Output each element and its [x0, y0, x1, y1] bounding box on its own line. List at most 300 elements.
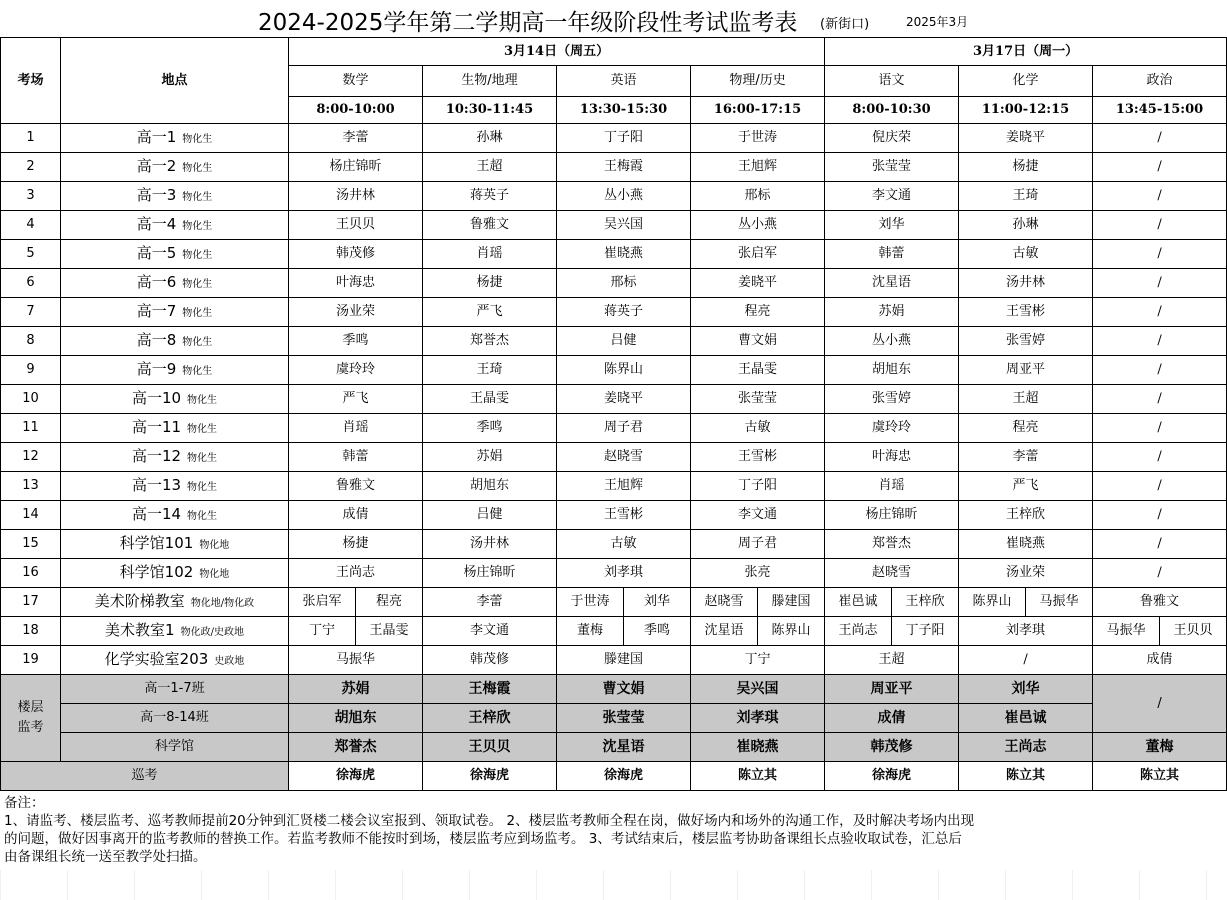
- room-number: 10: [1, 385, 61, 414]
- proctor-cell: 程亮: [691, 298, 825, 327]
- table-row: [1, 269, 1227, 298]
- proctor-cell: 季鸣: [423, 414, 557, 443]
- proctor-cell: /: [1093, 472, 1227, 501]
- table-row: [1, 559, 1227, 588]
- table-row: [1, 153, 1227, 182]
- proctor-cell: 陈界山: [758, 617, 825, 646]
- location-type: 物化生: [182, 220, 213, 232]
- proctor-cell: 姜晓平: [691, 269, 825, 298]
- room-number: 18: [1, 617, 61, 646]
- floor-proctor-cell: 苏娟: [289, 675, 423, 704]
- subject-header: 语文: [825, 66, 959, 97]
- date-label: 2025年3月: [906, 15, 969, 29]
- floor-row: [1, 733, 1227, 762]
- proctor-cell: 李蕾: [959, 443, 1093, 472]
- proctor-cell: 王雪彬: [557, 501, 691, 530]
- floor-proctor-cell: 刘孝琪: [691, 704, 825, 733]
- floor-proctor-cell: 曹文娟: [557, 675, 691, 704]
- proctor-cell: /: [1093, 443, 1227, 472]
- location-type: 物化生: [182, 336, 213, 348]
- floor-proctor-cell: 胡旭东: [289, 704, 423, 733]
- time-header: 16:00-17:15: [691, 97, 825, 124]
- proctor-cell: 刘孝琪: [959, 617, 1093, 646]
- proctor-cell: /: [1093, 414, 1227, 443]
- time-header: 13:30-15:30: [557, 97, 691, 124]
- proctor-cell: 姜晓平: [557, 385, 691, 414]
- proctor-cell: /: [959, 646, 1093, 675]
- location-cell: [61, 298, 289, 327]
- location-cell: [61, 443, 289, 472]
- location-cell: [61, 501, 289, 530]
- location-type: 物化生: [182, 365, 213, 377]
- location-name: 高一13: [131, 475, 182, 494]
- proctor-cell: 孙琳: [423, 124, 557, 153]
- room-number: 15: [1, 530, 61, 559]
- proctor-cell: 周子君: [691, 530, 825, 559]
- proctor-cell: 胡旭东: [423, 472, 557, 501]
- location-type: 物化生: [182, 307, 213, 319]
- floor-politics-cell: /: [1093, 675, 1227, 733]
- proctor-cell: /: [1093, 298, 1227, 327]
- patrol-cell: 徐海虎: [423, 762, 557, 791]
- patrol-cell: 陈立其: [1093, 762, 1227, 791]
- proctor-cell: /: [1093, 124, 1227, 153]
- floor-area-name: 高一1-7班: [61, 675, 289, 704]
- proctor-cell: 肖瑶: [825, 472, 959, 501]
- proctor-cell: /: [1093, 153, 1227, 182]
- proctor-cell: 刘华: [825, 211, 959, 240]
- proctor-cell: 于世涛: [557, 588, 624, 617]
- location-name: 高一6: [136, 272, 177, 291]
- proctor-cell: 姜晓平: [959, 124, 1093, 153]
- proctor-cell: 王雪彬: [959, 298, 1093, 327]
- proctor-cell: 鲁雅文: [289, 472, 423, 501]
- proctor-cell: 王琦: [423, 356, 557, 385]
- proctor-cell: /: [1093, 269, 1227, 298]
- proctor-cell: 丛小燕: [825, 327, 959, 356]
- time-header: 13:45-15:00: [1093, 97, 1227, 124]
- proctor-cell: 韩茂修: [289, 240, 423, 269]
- location-name: 高一4: [136, 214, 177, 233]
- proctor-cell: 张雪婷: [959, 327, 1093, 356]
- proctor-cell: 汤井林: [289, 182, 423, 211]
- proctor-cell: /: [1093, 211, 1227, 240]
- location-cell: [61, 385, 289, 414]
- proctor-cell: 成倩: [289, 501, 423, 530]
- proctor-cell: 杨庄锦昕: [423, 559, 557, 588]
- title-bar: [0, 0, 1227, 38]
- floor-proctor-cell: 王贝贝: [423, 733, 557, 762]
- subject-header: 生物/地理: [423, 66, 557, 97]
- proctor-cell: 滕建国: [758, 588, 825, 617]
- proctor-cell: 周子君: [557, 414, 691, 443]
- room-number: 9: [1, 356, 61, 385]
- table-row: [1, 646, 1227, 675]
- proctor-cell: 王旭辉: [557, 472, 691, 501]
- table-row: [1, 124, 1227, 153]
- table-row: [1, 211, 1227, 240]
- floor-proctor-cell: 王梅霞: [423, 675, 557, 704]
- room-number: 6: [1, 269, 61, 298]
- campus-label: (新街口): [820, 17, 870, 32]
- proctor-cell: 鲁雅文: [423, 211, 557, 240]
- invigilation-table: [0, 37, 1227, 791]
- proctor-cell: 丁宁: [691, 646, 825, 675]
- table-row: [1, 182, 1227, 211]
- location-type: 物化生: [187, 423, 218, 435]
- proctor-cell: /: [1093, 501, 1227, 530]
- notes-section: [4, 794, 1222, 866]
- proctor-cell: 刘华: [624, 588, 691, 617]
- proctor-cell: 张莹莹: [825, 153, 959, 182]
- location-cell: [61, 559, 289, 588]
- proctor-cell: 孙琳: [959, 211, 1093, 240]
- floor-row: [1, 675, 1227, 704]
- proctor-cell: 古敏: [691, 414, 825, 443]
- proctor-cell: 倪庆荣: [825, 124, 959, 153]
- proctor-cell: 李蕾: [289, 124, 423, 153]
- proctor-cell: 崔晓燕: [959, 530, 1093, 559]
- location-name: 高一2: [136, 156, 177, 175]
- room-number: 3: [1, 182, 61, 211]
- location-cell: [61, 327, 289, 356]
- day1-header: 3月14日（周五）: [289, 38, 825, 66]
- proctor-cell: 叶海忠: [825, 443, 959, 472]
- location-type: 物化生: [187, 452, 218, 464]
- proctor-cell: 张启军: [289, 588, 356, 617]
- location-type: 物化生: [182, 278, 213, 290]
- floor-proctor-cell: 崔晓燕: [691, 733, 825, 762]
- room-number: 19: [1, 646, 61, 675]
- location-cell: [61, 356, 289, 385]
- proctor-cell: 王晶雯: [356, 617, 423, 646]
- location-name: 高一10: [131, 388, 182, 407]
- location-cell: [61, 269, 289, 298]
- location-name: 科学馆102: [119, 562, 194, 581]
- proctor-cell: /: [1093, 327, 1227, 356]
- location-cell: [61, 530, 289, 559]
- subject-header: 化学: [959, 66, 1093, 97]
- location-cell: [61, 124, 289, 153]
- proctor-cell: 崔晓燕: [557, 240, 691, 269]
- notes-heading: 备注：: [4, 795, 45, 811]
- location-type: 物化生: [182, 133, 213, 145]
- proctor-cell: 杨捷: [423, 269, 557, 298]
- table-row: [1, 472, 1227, 501]
- table-row: [1, 443, 1227, 472]
- location-name: 高一14: [131, 504, 182, 523]
- floor-proctor-cell: 张莹莹: [557, 704, 691, 733]
- floor-proctor-cell: 崔邑诚: [959, 704, 1093, 733]
- proctor-cell: 陈界山: [959, 588, 1026, 617]
- floor-proctor-cell: 成倩: [825, 704, 959, 733]
- proctor-cell: 杨捷: [289, 530, 423, 559]
- proctor-cell: 赵晓雪: [557, 443, 691, 472]
- proctor-cell: 肖瑶: [289, 414, 423, 443]
- proctor-cell: 郑誉杰: [825, 530, 959, 559]
- proctor-cell: 吕健: [557, 327, 691, 356]
- location-type: 物化地: [199, 568, 230, 580]
- patrol-cell: 陈立其: [691, 762, 825, 791]
- location-cell: [61, 646, 289, 675]
- day2-header: 3月17日（周一）: [825, 38, 1227, 66]
- proctor-cell: 张莹莹: [691, 385, 825, 414]
- proctor-cell: 丁子阳: [892, 617, 959, 646]
- proctor-cell: 汤井林: [423, 530, 557, 559]
- proctor-cell: 张亮: [691, 559, 825, 588]
- location-name: 高一9: [136, 359, 177, 378]
- proctor-cell: 董梅: [557, 617, 624, 646]
- proctor-cell: 王贝贝: [1160, 617, 1227, 646]
- proctor-cell: 韩蕾: [825, 240, 959, 269]
- proctor-cell: 于世涛: [691, 124, 825, 153]
- proctor-cell: 严飞: [423, 298, 557, 327]
- room-number: 14: [1, 501, 61, 530]
- location-name: 高一8: [136, 330, 177, 349]
- location-name: 高一11: [131, 417, 182, 436]
- proctor-cell: 王超: [825, 646, 959, 675]
- room-header: 考场: [1, 38, 61, 124]
- location-name: 高一12: [131, 446, 182, 465]
- location-name: 高一1: [136, 127, 177, 146]
- proctor-cell: 吕健: [423, 501, 557, 530]
- proctor-cell: 季鸣: [289, 327, 423, 356]
- proctor-cell: 王尚志: [825, 617, 892, 646]
- proctor-cell: 杨庄锦昕: [289, 153, 423, 182]
- proctor-cell: 苏娟: [423, 443, 557, 472]
- location-cell: [61, 182, 289, 211]
- proctor-cell: /: [1093, 385, 1227, 414]
- table-row: [1, 414, 1227, 443]
- proctor-cell: 邢标: [691, 182, 825, 211]
- proctor-cell: /: [1093, 182, 1227, 211]
- floor-proctor-cell: 郑誉杰: [289, 733, 423, 762]
- proctor-cell: 郑誉杰: [423, 327, 557, 356]
- notes-line-2: 的问题，做好因事离开的监考教师的替换工作。若监考教师不能按时到场，楼层监考应到场监考。 3、考试结束后，楼层监考协助备课组长点验收取试卷，汇总后: [4, 831, 962, 847]
- subject-header: 物理/历史: [691, 66, 825, 97]
- proctor-cell: /: [1093, 240, 1227, 269]
- proctor-cell: 程亮: [356, 588, 423, 617]
- proctor-cell: 邢标: [557, 269, 691, 298]
- proctor-cell: 蒋英子: [423, 182, 557, 211]
- table-row: [1, 588, 1227, 617]
- location-cell: [61, 472, 289, 501]
- location-type: 史政地: [214, 655, 245, 667]
- notes-line-3: 由备课组长统一送至教学处扫描。: [4, 849, 207, 865]
- floor-proctor-cell: 董梅: [1093, 733, 1227, 762]
- location-type: 物化生: [182, 191, 213, 203]
- floor-proctor-cell: 吴兴国: [691, 675, 825, 704]
- proctor-cell: 王超: [423, 153, 557, 182]
- proctor-cell: 赵晓雪: [691, 588, 758, 617]
- proctor-cell: 王旭辉: [691, 153, 825, 182]
- proctor-cell: 李文通: [825, 182, 959, 211]
- floor-row: [1, 704, 1227, 733]
- proctor-cell: 严飞: [959, 472, 1093, 501]
- proctor-cell: 汤业荣: [289, 298, 423, 327]
- proctor-cell: 汤业荣: [959, 559, 1093, 588]
- time-header: 8:00-10:30: [825, 97, 959, 124]
- room-number: 7: [1, 298, 61, 327]
- location-name: 高一7: [136, 301, 177, 320]
- floor-area-name: 高一8-14班: [61, 704, 289, 733]
- proctor-cell: 王雪彬: [691, 443, 825, 472]
- proctor-cell: 严飞: [289, 385, 423, 414]
- proctor-cell: 季鸣: [624, 617, 691, 646]
- location-name: 高一5: [136, 243, 177, 262]
- location-header: 地点: [61, 38, 289, 124]
- time-header: 11:00-12:15: [959, 97, 1093, 124]
- patrol-cell: 徐海虎: [557, 762, 691, 791]
- proctor-cell: 赵晓雪: [825, 559, 959, 588]
- patrol-cell: 徐海虎: [825, 762, 959, 791]
- empty-sheet-grid: [0, 870, 1227, 900]
- table-row: [1, 385, 1227, 414]
- table-row: [1, 530, 1227, 559]
- location-name: 化学实验室203: [104, 649, 209, 668]
- proctor-cell: 马振华: [289, 646, 423, 675]
- room-number: 4: [1, 211, 61, 240]
- subject-header: 数学: [289, 66, 423, 97]
- proctor-cell: 陈界山: [557, 356, 691, 385]
- time-header: 8:00-10:00: [289, 97, 423, 124]
- proctor-cell: 王晶雯: [691, 356, 825, 385]
- subject-header: 政治: [1093, 66, 1227, 97]
- floor-proctor-cell: 王梓欣: [423, 704, 557, 733]
- proctor-cell: 丛小燕: [691, 211, 825, 240]
- location-type: 物化生: [187, 510, 218, 522]
- location-type: 物化生: [187, 394, 218, 406]
- table-row: [1, 617, 1227, 646]
- proctor-cell: 胡旭东: [825, 356, 959, 385]
- patrol-label: 巡考: [1, 762, 289, 791]
- patrol-cell: 陈立其: [959, 762, 1093, 791]
- proctor-cell: 丁子阳: [691, 472, 825, 501]
- room-number: 16: [1, 559, 61, 588]
- proctor-cell: 叶海忠: [289, 269, 423, 298]
- proctor-cell: 程亮: [959, 414, 1093, 443]
- location-type: 物化地: [199, 539, 230, 551]
- proctor-cell: 曹文娟: [691, 327, 825, 356]
- proctor-cell: 虞玲玲: [289, 356, 423, 385]
- proctor-cell: 马振华: [1093, 617, 1160, 646]
- time-header: 10:30-11:45: [423, 97, 557, 124]
- proctor-cell: 王梓欣: [959, 501, 1093, 530]
- proctor-cell: 王琦: [959, 182, 1093, 211]
- room-number: 8: [1, 327, 61, 356]
- proctor-cell: 丛小燕: [557, 182, 691, 211]
- room-number: 13: [1, 472, 61, 501]
- patrol-row: [1, 762, 1227, 791]
- floor-proctor-cell: 韩茂修: [825, 733, 959, 762]
- location-type: 物化生: [182, 162, 213, 174]
- location-name: 美术教室1: [105, 620, 175, 639]
- proctor-cell: 滕建国: [557, 646, 691, 675]
- location-type: 物化生: [182, 249, 213, 261]
- proctor-cell: 李文通: [423, 617, 557, 646]
- room-number: 1: [1, 124, 61, 153]
- location-type: 物化政/史政地: [180, 626, 244, 638]
- proctor-cell: 沈星语: [825, 269, 959, 298]
- proctor-cell: 张启军: [691, 240, 825, 269]
- proctor-cell: /: [1093, 559, 1227, 588]
- proctor-cell: 肖瑶: [423, 240, 557, 269]
- location-name: 高一3: [136, 185, 177, 204]
- proctor-cell: 李文通: [691, 501, 825, 530]
- proctor-cell: 杨捷: [959, 153, 1093, 182]
- table-row: [1, 356, 1227, 385]
- proctor-cell: 鲁雅文: [1093, 588, 1227, 617]
- room-number: 5: [1, 240, 61, 269]
- proctor-cell: 蒋英子: [557, 298, 691, 327]
- proctor-cell: 王尚志: [289, 559, 423, 588]
- proctor-cell: 沈星语: [691, 617, 758, 646]
- room-number: 17: [1, 588, 61, 617]
- table-row: [1, 298, 1227, 327]
- location-name: 美术阶梯教室: [94, 591, 185, 610]
- room-number: 2: [1, 153, 61, 182]
- proctor-cell: 成倩: [1093, 646, 1227, 675]
- proctor-cell: 苏娟: [825, 298, 959, 327]
- table-row: [1, 501, 1227, 530]
- proctor-cell: 崔邑诚: [825, 588, 892, 617]
- floor-proctor-cell: 周亚平: [825, 675, 959, 704]
- room-number: 12: [1, 443, 61, 472]
- proctor-cell: 丁宁: [289, 617, 356, 646]
- location-cell: [61, 588, 289, 617]
- proctor-cell: 古敏: [557, 530, 691, 559]
- proctor-cell: /: [1093, 356, 1227, 385]
- location-cell: [61, 617, 289, 646]
- proctor-cell: 王梓欣: [892, 588, 959, 617]
- room-number: 11: [1, 414, 61, 443]
- floor-proctor-cell: 王尚志: [959, 733, 1093, 762]
- patrol-cell: 徐海虎: [289, 762, 423, 791]
- proctor-cell: 吴兴国: [557, 211, 691, 240]
- location-type: 物化生: [187, 481, 218, 493]
- location-cell: [61, 153, 289, 182]
- notes-line-1: 1、请监考、楼层监考、巡考教师提前20分钟到汇贤楼二楼会议室报到、领取试卷。 2、楼层监考教师全程在岗，做好场内和场外的沟通工作，及时解决考场内出现: [4, 813, 975, 829]
- location-cell: [61, 240, 289, 269]
- table-row: [1, 240, 1227, 269]
- floor-area-name: 科学馆: [61, 733, 289, 762]
- proctor-cell: 杨庄锦昕: [825, 501, 959, 530]
- subject-header: 英语: [557, 66, 691, 97]
- proctor-cell: 汤井林: [959, 269, 1093, 298]
- proctor-cell: 王超: [959, 385, 1093, 414]
- floor-supervision-label: 楼层 监考: [1, 675, 61, 762]
- location-name: 科学馆101: [119, 533, 194, 552]
- proctor-cell: 王贝贝: [289, 211, 423, 240]
- proctor-cell: 周亚平: [959, 356, 1093, 385]
- location-type: 物化地/物化政: [190, 597, 255, 609]
- proctor-cell: 丁子阳: [557, 124, 691, 153]
- floor-proctor-cell: 刘华: [959, 675, 1093, 704]
- floor-proctor-cell: 沈星语: [557, 733, 691, 762]
- proctor-cell: 张雪婷: [825, 385, 959, 414]
- table-row: [1, 327, 1227, 356]
- proctor-cell: 古敏: [959, 240, 1093, 269]
- proctor-cell: 虞玲玲: [825, 414, 959, 443]
- page-title: 2024-2025学年第二学期高一年级阶段性考试监考表: [258, 10, 798, 36]
- proctor-cell: 王晶雯: [423, 385, 557, 414]
- proctor-cell: 韩蕾: [289, 443, 423, 472]
- proctor-cell: 韩茂修: [423, 646, 557, 675]
- proctor-cell: /: [1093, 530, 1227, 559]
- proctor-cell: 马振华: [1026, 588, 1093, 617]
- proctor-cell: 李蕾: [423, 588, 557, 617]
- location-cell: [61, 414, 289, 443]
